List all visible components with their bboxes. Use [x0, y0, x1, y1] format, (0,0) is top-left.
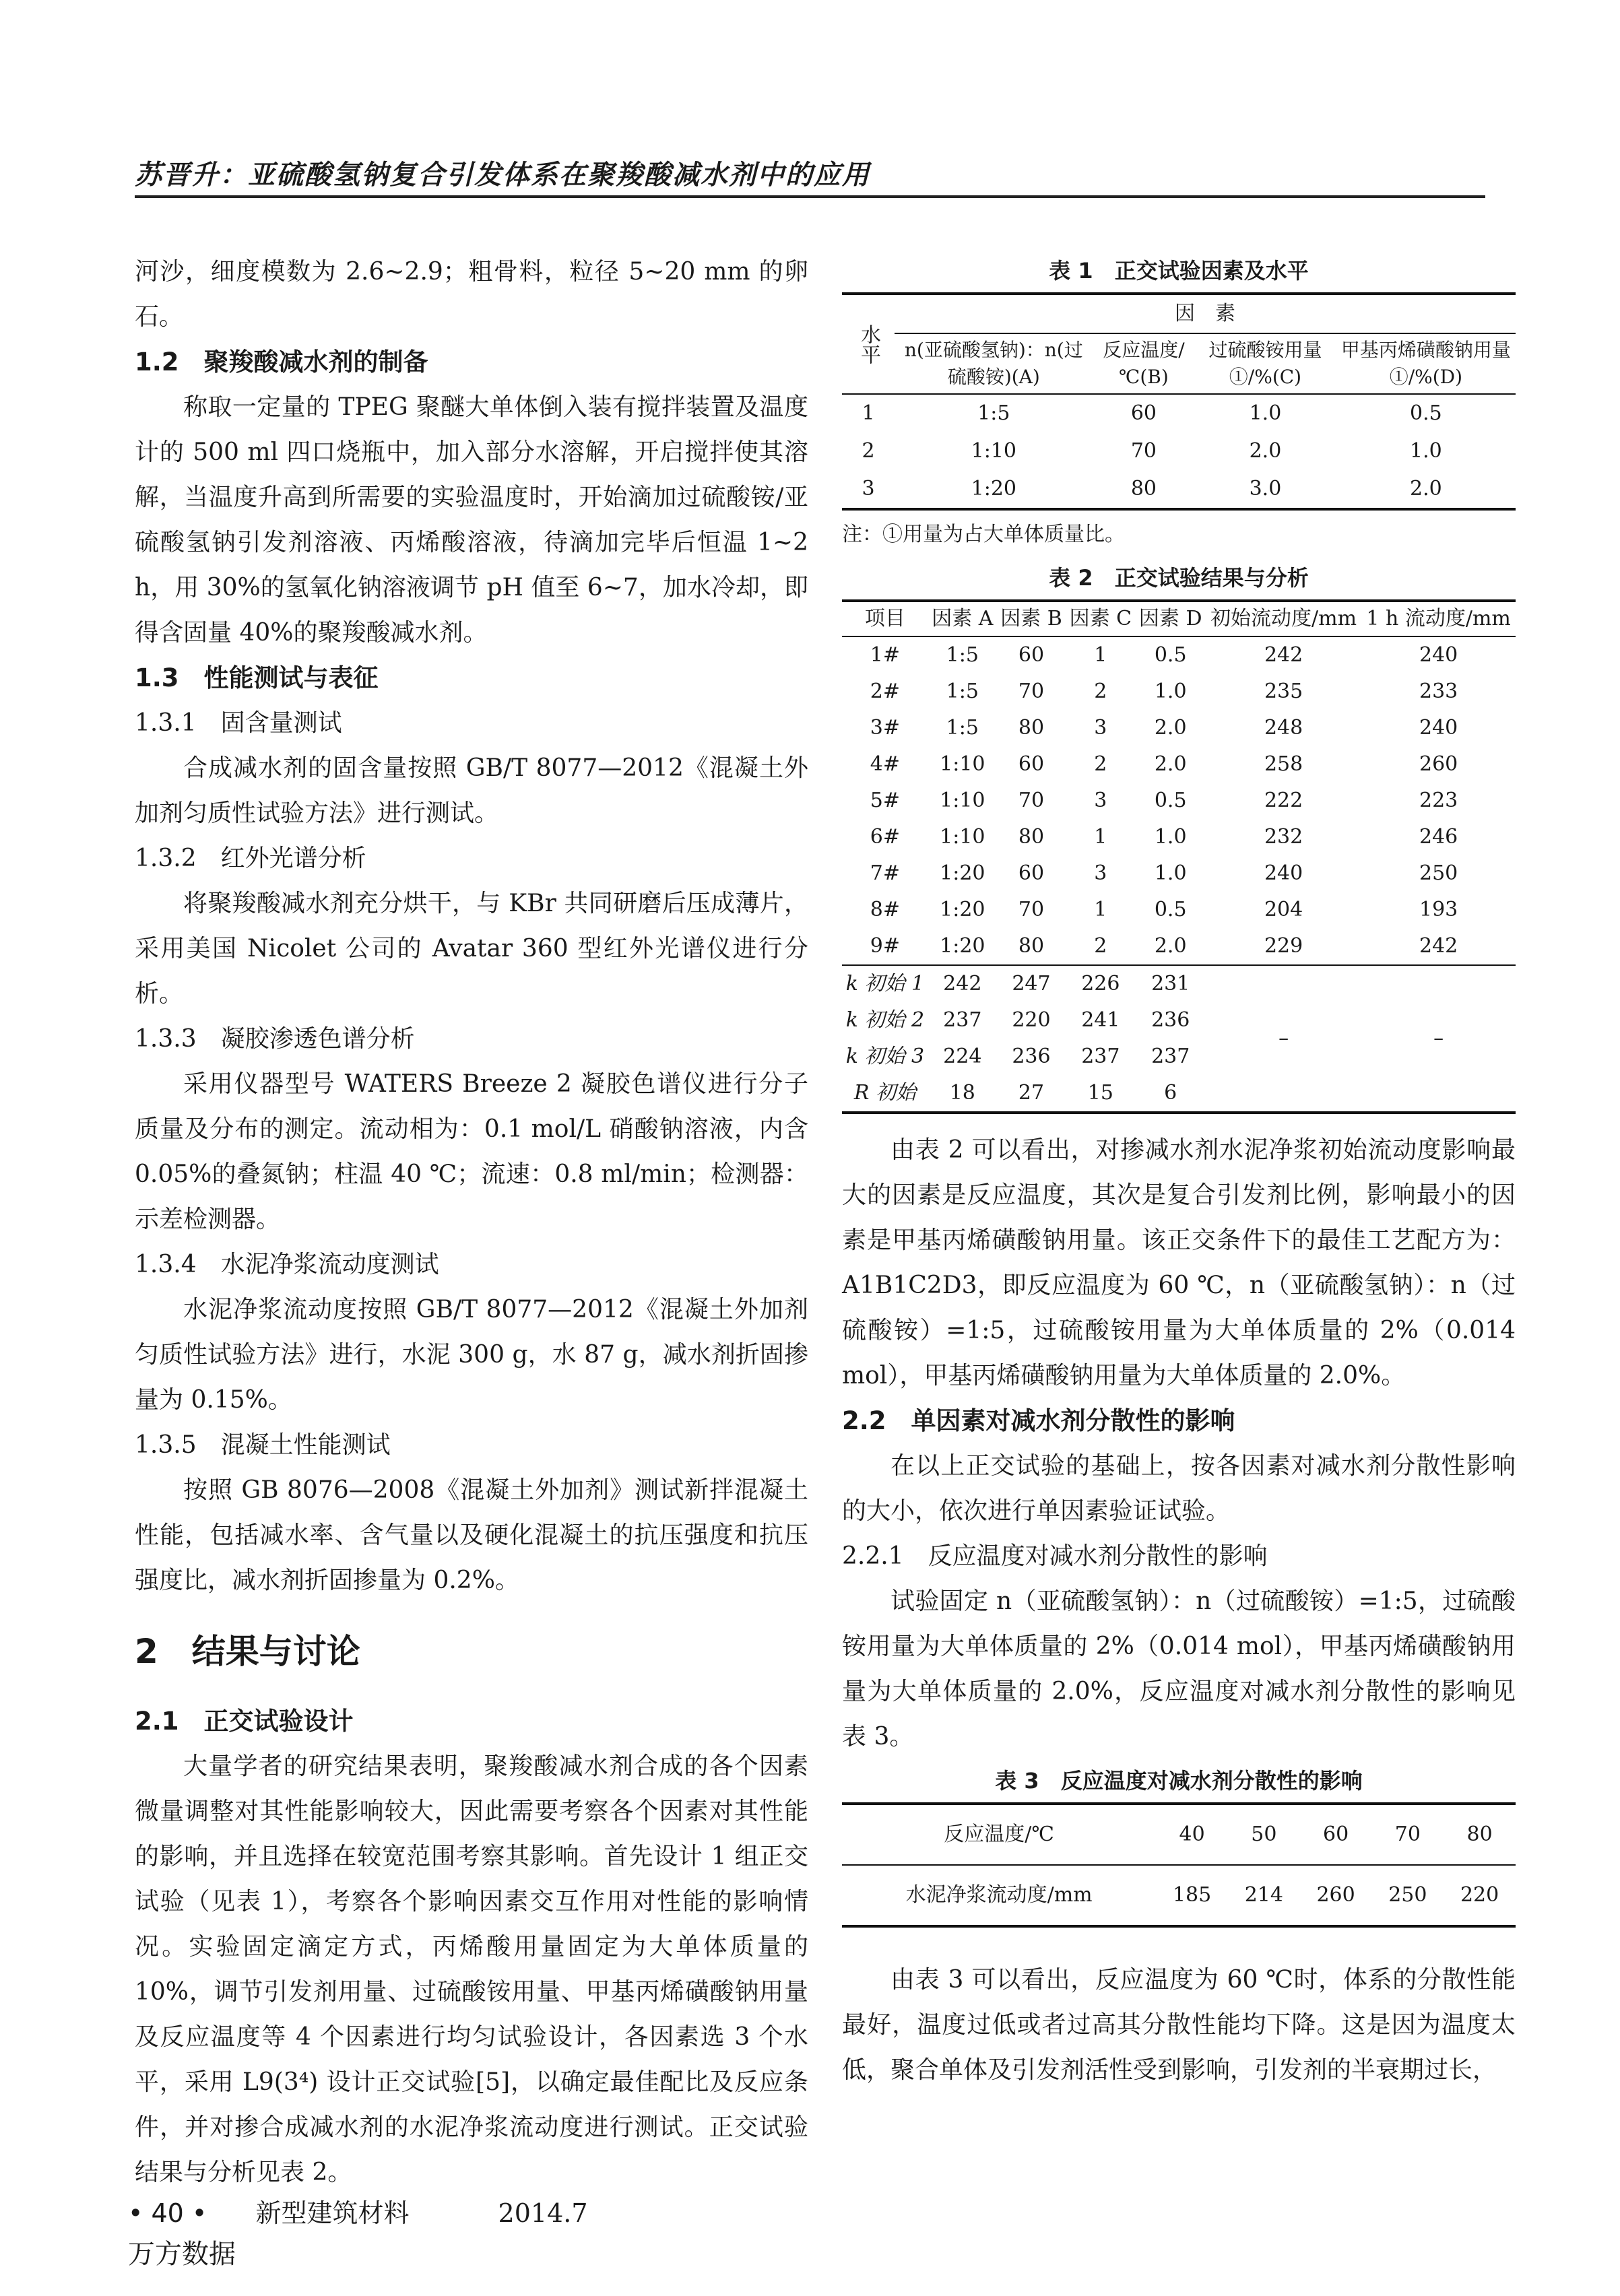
heading-1-3-3: 1.3.3 凝胶渗透色谱分析 — [135, 1025, 415, 1053]
table-row — [842, 394, 1516, 432]
page-number: • 40 • — [128, 2198, 207, 2228]
table-cell: 214 — [1244, 1883, 1283, 1907]
left-column — [135, 249, 808, 2195]
table-cell: 1# — [870, 643, 901, 667]
table-cell: 248 — [1264, 716, 1303, 740]
table2 — [842, 599, 1516, 1114]
heading-1-2: 1.2 聚羧酸减水剂的制备 — [135, 348, 428, 376]
table-cell: 1:10 — [940, 825, 985, 849]
table-cell: 241 — [1081, 1008, 1120, 1032]
table2-header: 初始流动度/mm — [1206, 601, 1361, 636]
table-cell: 60 — [1018, 861, 1045, 885]
table2-header: 项目 — [842, 601, 928, 636]
table-cell: 18 — [949, 1081, 975, 1105]
table-cell: 3.0 — [1249, 477, 1282, 500]
table-cell: 242 — [1419, 934, 1458, 958]
table-row — [842, 674, 1516, 710]
table2-caption: 表 2 正交试验结果与分析 — [1049, 565, 1309, 591]
table-cell-dash: – — [1361, 965, 1516, 1113]
table-cell: 2.0 — [1154, 934, 1187, 958]
table1-header-c: 过硫酸铵用量①/%(C) — [1194, 333, 1336, 394]
table-cell: 27 — [1018, 1081, 1045, 1105]
table-cell: 223 — [1419, 789, 1458, 812]
table-cell: 222 — [1264, 789, 1303, 812]
paragraph-after-table3: 由表 3 可以看出，反应温度为 60 ℃时，体系的分散性能最好，温度过低或者过高其分散性能均下降。这是因为温度太低，聚合单体及引发剂活性受到影响，引发剂的半衰期过长， — [842, 1966, 1516, 2084]
paragraph-1-3-2: 将聚羧酸减水剂充分烘干，与 KBr 共同研磨后压成薄片，采用美国 Nicolet 公司的 Avatar 360 型红外光谱仪进行分析。 — [135, 890, 808, 1008]
watermark: 万方数据 — [128, 2239, 236, 2270]
table-row — [842, 855, 1516, 892]
table1-header-a: n(亚硫酸氢钠)：n(过硫酸铵)(A) — [895, 333, 1093, 394]
heading-2: 2 结果与讨论 — [135, 1632, 360, 1671]
heading-1-3: 1.3 性能测试与表征 — [135, 663, 379, 692]
table-cell: 1:10 — [971, 439, 1016, 463]
table-cell: 6# — [870, 825, 901, 849]
table-cell: 258 — [1264, 752, 1303, 776]
table-cell: k 初始 3 — [845, 1045, 925, 1068]
table-cell: 5# — [870, 789, 901, 812]
table-cell: 70 — [1018, 898, 1045, 921]
table2-k-body — [842, 965, 1516, 1113]
table-cell: 220 — [1460, 1883, 1499, 1907]
table2-header: 因素 B — [997, 601, 1066, 636]
issue-date: 2014.7 — [498, 2198, 588, 2228]
table-cell: 3 — [1094, 716, 1107, 740]
heading-1-3-4: 1.3.4 水泥净浆流动度测试 — [135, 1251, 439, 1278]
table-cell: 242 — [1264, 643, 1303, 667]
table-cell: 1:5 — [946, 680, 979, 703]
table-row — [842, 928, 1516, 965]
table2-header: 因素 D — [1135, 601, 1205, 636]
table-cell: 1 — [1094, 825, 1107, 849]
table-cell: 2 — [1094, 752, 1107, 776]
table-cell: 70 — [1371, 1804, 1444, 1865]
table-cell: 15 — [1087, 1081, 1113, 1105]
table-cell: 224 — [943, 1045, 982, 1068]
table-row — [842, 470, 1516, 509]
table-cell: 80 — [1018, 934, 1045, 958]
table3 — [842, 1802, 1516, 1928]
table-cell: 1:5 — [946, 716, 979, 740]
table1 — [842, 292, 1516, 511]
table-cell: 0.5 — [1154, 898, 1187, 921]
table-row — [842, 432, 1516, 470]
table-cell: 80 — [1444, 1804, 1516, 1865]
table-cell: 1.0 — [1154, 680, 1187, 703]
table-cell: 4# — [870, 752, 901, 776]
table-cell: 1 — [862, 401, 875, 425]
table1-note: 注：①用量为占大单体质量比。 — [842, 523, 1125, 546]
table-cell: 8# — [870, 898, 901, 921]
table-cell: 0.5 — [1154, 789, 1187, 812]
table-cell: 1.0 — [1154, 861, 1187, 885]
table-cell: 80 — [1130, 477, 1157, 500]
header-rule — [135, 195, 1485, 198]
table1-header-d: 甲基丙烯磺酸钠用量①/%(D) — [1336, 333, 1516, 394]
table-cell: 260 — [1316, 1883, 1355, 1907]
table-cell: 1:20 — [940, 898, 985, 921]
page-footer — [128, 2192, 588, 2229]
table-cell: 260 — [1419, 752, 1458, 776]
table-cell: 242 — [928, 965, 997, 1002]
table-cell: 204 — [1264, 898, 1303, 921]
table-cell: 2 — [1094, 934, 1107, 958]
table-cell: 193 — [1419, 898, 1458, 921]
table-row — [842, 819, 1516, 855]
table-cell: 1.0 — [1249, 401, 1282, 425]
right-column — [842, 249, 1516, 2093]
heading-2-1: 2.1 正交试验设计 — [135, 1707, 354, 1736]
table-cell: 2.0 — [1154, 752, 1187, 776]
table-cell: 2 — [862, 439, 875, 463]
table-cell: 226 — [1066, 965, 1135, 1002]
paragraph-1-3-4: 水泥净浆流动度按照 GB/T 8077—2012《混凝土外加剂匀质性试验方法》进行，水泥 300 g，水 87 g，减水剂折固掺量为 0.15%。 — [135, 1296, 808, 1414]
table-row — [842, 892, 1516, 928]
heading-2-2-1: 2.2.1 反应温度对减水剂分散性的影响 — [842, 1542, 1268, 1570]
table-cell: k 初始 2 — [845, 1008, 925, 1032]
table-cell: 2# — [870, 680, 901, 703]
table-cell: 80 — [1018, 825, 1045, 849]
table2-header: 因素 C — [1066, 601, 1135, 636]
table-cell: 2.0 — [1410, 477, 1442, 500]
table-cell: 1:20 — [940, 861, 985, 885]
paragraph-after-table2: 由表 2 可以看出，对掺减水剂水泥净浆初始流动度影响最大的因素是反应温度，其次是复合引发剂比例，影响最小的因素是甲基丙烯磺酸钠用量。该正交条件下的最佳工艺配方为：A1B1C2D3，即反应温度为 60 ℃，n（亚硫酸氢钠）：n（过硫酸铵）=1:5，过硫酸铵用量为大单体质量的 2%（0.014 mol），甲基丙烯磺酸钠用量为大单体质量的 2.0%。 — [842, 1136, 1516, 1389]
table-cell: 3 — [1094, 861, 1107, 885]
table-cell: 70 — [1130, 439, 1157, 463]
table-cell: 40 — [1156, 1804, 1228, 1865]
table-cell: 60 — [1130, 401, 1157, 425]
paragraph-1-2: 称取一定量的 TPEG 聚醚大单体倒入装有搅拌装置及温度计的 500 ml 四口烧瓶中，加入部分水溶解，开启搅拌使其溶解，当温度升高到所需要的实验温度时，开始滴加过硫酸铵/亚硫酸氢钠引发剂溶液、丙烯酸溶液，待滴加完毕后恒温 1~2 h，用 30%的氢氧化钠溶液调节 pH 值至 6~7，加水冷却，即得含固量 40%的聚羧酸减水剂。 — [135, 393, 808, 647]
table1-group-label: 因 素 — [895, 294, 1516, 333]
table-cell: 246 — [1419, 825, 1458, 849]
table-cell: 50 — [1228, 1804, 1300, 1865]
table-cell: 233 — [1419, 680, 1458, 703]
paragraph-materials: 河沙，细度模数为 2.6~2.9；粗骨料，粒径 5~20 mm 的卵石。 — [135, 258, 808, 331]
table-cell: 70 — [1018, 680, 1045, 703]
table-cell: 70 — [1018, 789, 1045, 812]
table-cell: 240 — [1419, 643, 1458, 667]
table-cell: 1.0 — [1410, 439, 1442, 463]
table-cell: 236 — [1151, 1008, 1190, 1032]
table-cell: 反应温度/℃ — [842, 1804, 1156, 1865]
table-cell: 3# — [870, 716, 901, 740]
table1-header-b: 反应温度/℃(B) — [1093, 333, 1195, 394]
table-cell: 0.5 — [1410, 401, 1442, 425]
table-row — [842, 1804, 1516, 1865]
table-cell: 水泥净浆流动度/mm — [905, 1883, 1093, 1907]
table-cell: 60 — [1018, 752, 1045, 776]
table-cell: 237 — [1081, 1045, 1120, 1068]
table-row — [842, 746, 1516, 783]
table-cell: 237 — [1151, 1045, 1190, 1068]
table-cell: 0.5 — [1154, 643, 1187, 667]
table-row — [842, 965, 1516, 1002]
table-cell: 2 — [1094, 680, 1107, 703]
journal-name: 新型建筑材料 — [255, 2198, 410, 2228]
table-cell: 9# — [870, 934, 901, 958]
table-cell: 1 — [1094, 643, 1107, 667]
table-cell: 185 — [1172, 1883, 1212, 1907]
table-cell: 1:5 — [977, 401, 1010, 425]
table-cell: 247 — [997, 965, 1066, 1002]
table-cell: 231 — [1135, 965, 1205, 1002]
paragraph-2-2: 在以上正交试验的基础上，按各因素对减水剂分散性影响的大小，依次进行单因素验证试验。 — [842, 1452, 1516, 1525]
heading-1-3-1: 1.3.1 固含量测试 — [135, 709, 342, 737]
table-cell: 1:10 — [940, 752, 985, 776]
table-cell: 232 — [1264, 825, 1303, 849]
table-cell: 60 — [1300, 1804, 1372, 1865]
table-row — [842, 636, 1516, 674]
table-cell: 220 — [1012, 1008, 1051, 1032]
table-cell: 1:20 — [971, 477, 1016, 500]
table-cell: 235 — [1264, 680, 1303, 703]
table3-caption: 表 3 反应温度对减水剂分散性的影响 — [995, 1768, 1363, 1794]
table-cell: 1.0 — [1154, 825, 1187, 849]
table-cell: 2.0 — [1249, 439, 1282, 463]
table-cell: 237 — [943, 1008, 982, 1032]
running-header: 苏晋升：亚硫酸氢钠复合引发体系在聚羧酸减水剂中的应用 — [135, 159, 870, 191]
heading-1-3-2: 1.3.2 红外光谱分析 — [135, 845, 366, 872]
table-cell: 229 — [1264, 934, 1303, 958]
table2-body — [842, 636, 1516, 965]
table-cell: 2.0 — [1154, 716, 1187, 740]
paragraph-2-2-1: 试验固定 n（亚硫酸氢钠）：n（过硫酸铵）=1:5，过硫酸铵用量为大单体质量的 2%（0.014 mol），甲基丙烯磺酸钠用量为大单体质量的 2.0%，反应温度对减水剂分散性的影响见表 3。 — [842, 1587, 1516, 1750]
table-cell: 250 — [1419, 861, 1458, 885]
paragraph-1-3-1: 合成减水剂的固含量按照 GB/T 8077—2012《混凝土外加剂匀质性试验方法》进行测试。 — [135, 754, 808, 827]
table-cell: 240 — [1264, 861, 1303, 885]
table-row — [842, 710, 1516, 746]
table-cell: 3 — [862, 477, 875, 500]
table1-level-label: 水平 — [842, 294, 895, 394]
table-cell: 1:20 — [940, 934, 985, 958]
table-row — [842, 783, 1516, 819]
table1-caption: 表 1 正交试验因素及水平 — [1049, 258, 1309, 284]
table-cell: 60 — [1018, 643, 1045, 667]
table-cell: 1 — [1094, 898, 1107, 921]
paragraph-2-1: 大量学者的研究结果表明，聚羧酸减水剂合成的各个因素微量调整对其性能影响较大，因此需要考察各个因素对其性能的影响，并且选择在较宽范围考察其影响。首先设计 1 组正交试验（见表 1），考察各个影响因素交互作用对性能的影响情况。实验固定滴定方式，丙烯酸用量固定为大单体质量的 10%，调节引发剂用量、过硫酸铵用量、甲基丙烯磺酸钠用量及反应温度等 4 个因素进行均匀试验设计，各因素选 3 个水平，采用 L9(3⁴) 设计正交试验[5]，以确定最佳配比及反应条件，并对掺合成减水剂的水泥净浆流动度进行测试。正交试验结果与分析见表 2。 — [135, 1752, 808, 2186]
heading-2-2: 2.2 单因素对减水剂分散性的影响 — [842, 1406, 1235, 1435]
table-cell: 7# — [870, 861, 901, 885]
table-cell: 1:5 — [946, 643, 979, 667]
table-cell: 3 — [1094, 789, 1107, 812]
table-cell: 236 — [1012, 1045, 1051, 1068]
paragraph-1-3-3: 采用仪器型号 WATERS Breeze 2 凝胶色谱仪进行分子质量及分布的测定。流动相为：0.1 mol/L 硝酸钠溶液，内含 0.05%的叠氮钠；柱温 40 ℃；流速：0.8 ml/min；检测器：示差检测器。 — [135, 1070, 808, 1233]
table-cell: 6 — [1164, 1081, 1177, 1105]
table-row — [842, 1865, 1516, 1926]
table-cell-dash: – — [1206, 965, 1361, 1113]
table2-header: 1 h 流动度/mm — [1361, 601, 1516, 636]
table-cell: R 初始 — [853, 1081, 916, 1105]
paragraph-1-3-5: 按照 GB 8076—2008《混凝土外加剂》测试新拌混凝土性能，包括减水率、含气量以及硬化混凝土的抗压强度和抗压强度比，减水剂折固掺量为 0.2%。 — [135, 1476, 808, 1594]
table-cell: 1:10 — [940, 789, 985, 812]
table-cell: 80 — [1018, 716, 1045, 740]
table-cell: 240 — [1419, 716, 1458, 740]
table2-header: 因素 A — [928, 601, 997, 636]
heading-1-3-5: 1.3.5 混凝土性能测试 — [135, 1431, 391, 1459]
table-cell: k 初始 1 — [842, 965, 928, 1002]
table-cell: 250 — [1388, 1883, 1427, 1907]
